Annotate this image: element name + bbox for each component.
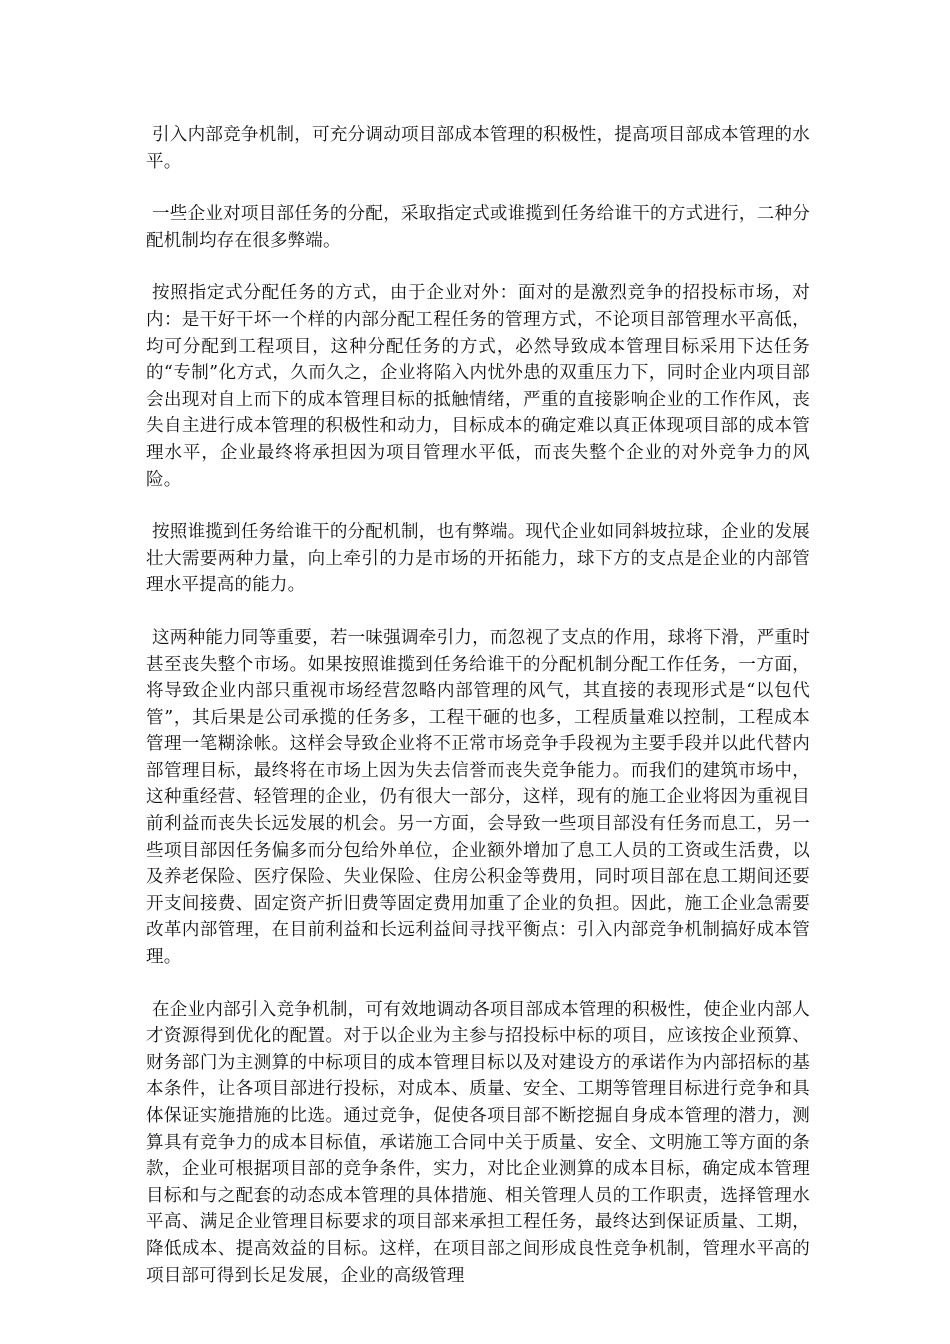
document-body [146, 122, 810, 1315]
paragraph-3: 按照指定式分配任务的方式，由于企业对外：面对的是激烈竞争的招投标市场，对内：是干好干坏一个样的内部分配工程任务的管理方式，不论项目部管理水平高低，均可分配到工程项目，这种分配任务的方式，必然导致成本管理目标采用下达任务的“专制”化方式，久而久之，企业将陷入内忧外患的双重压力下，同时企业内项目部会出现对自上而下的成本管理目标的抵触情绪，严重的直接影响企业的工作作风，丧失自主进行成本管理的积极性和动力，目标成本的确定难以真正体现项目部的成本管理水平，企业最终将承担因为项目管理水平低，而丧失整个企业的对外竞争力的风险。 [146, 283, 810, 490]
paragraph-5: 这两种能力同等重要，若一味强调牵引力，而忽视了支点的作用，球将下滑，严重时甚至丧失整个市场。如果按照谁揽到任务给谁干的分配机制分配工作任务，一方面，将导致企业内部只重视市场经营忽略内部管理的风气，其直接的表现形式是“以包代管”，其后果是公司承揽的任务多，工程干砸的也多，工程质量难以控制，工程成本管理一笔糊涂帐。这样会导致企业将不正常市场竞争手段视为主要手段并以此代替内部管理目标，最终将在市场上因为失去信誉而丧失竞争能力。而我们的建筑市场中，这种重经营、轻管理的企业，仍有很大一部分，这样，现有的施工企业将因为重视目前利益而丧失长远发展的机会。另一方面，会导致一些项目部没有任务而息工，另一些项目部因任务偏多而分包给外单位，企业额外增加了息工人员的工资或生活费，以及养老保险、医疗保险、失业保险、住房公积金等费用，同时项目部在息工期间还要开支间接费、固定资产折旧费等固定费用加重了企业的负担。因此，施工企业急需要改革内部管理，在目前利益和长远利益间寻找平衡点：引入内部竞争机制搞好成本管理。 [146, 627, 810, 968]
paragraph-2: 一些企业对项目部任务的分配，采取指定式或谁揽到任务给谁干的方式进行，二种分配机制均存在很多弊端。 [146, 204, 810, 251]
paragraph-4: 按照谁揽到任务给谁干的分配机制，也有弊端。现代企业如同斜坡拉球，企业的发展壮大需要两种力量，向上牵引的力是市场的开拓能力，球下方的支点是企业的内部管理水平提高的能力。 [146, 522, 810, 596]
paragraph-1: 引入内部竞争机制，可充分调动项目部成本管理的积极性，提高项目部成本管理的水平。 [146, 125, 810, 172]
paragraph-6: 在企业内部引入竞争机制，可有效地调动各项目部成本管理的积极性，使企业内部人才资源得到优化的配置。对于以企业为主参与招投标中标的项目，应该按企业预算、财务部门为主测算的中标项目的成本管理目标以及对建设方的承诺作为内部招标的基本条件，让各项目部进行投标，对成本、质量、安全、工期等管理目标进行竞争和具体保证实施措施的比选。通过竞争，促使各项目部不断挖掘自身成本管理的潜力，测算具有竞争力的成本目标值，承诺施工合同中关于质量、安全、文明施工等方面的条款，企业可根据项目部的竞争条件，实力，对比企业测算的成本目标，确定成本管理目标和与之配套的动态成本管理的具体措施、相关管理人员的工作职责，选择管理水平高、满足企业管理目标要求的项目部来承担工程任务，最终达到保证质量、工期，降低成本、提高效益的目标。这样，在项目部之间形成良性竞争机制，管理水平高的项目部可得到长足发展，企业的高级管理 [146, 999, 810, 1286]
